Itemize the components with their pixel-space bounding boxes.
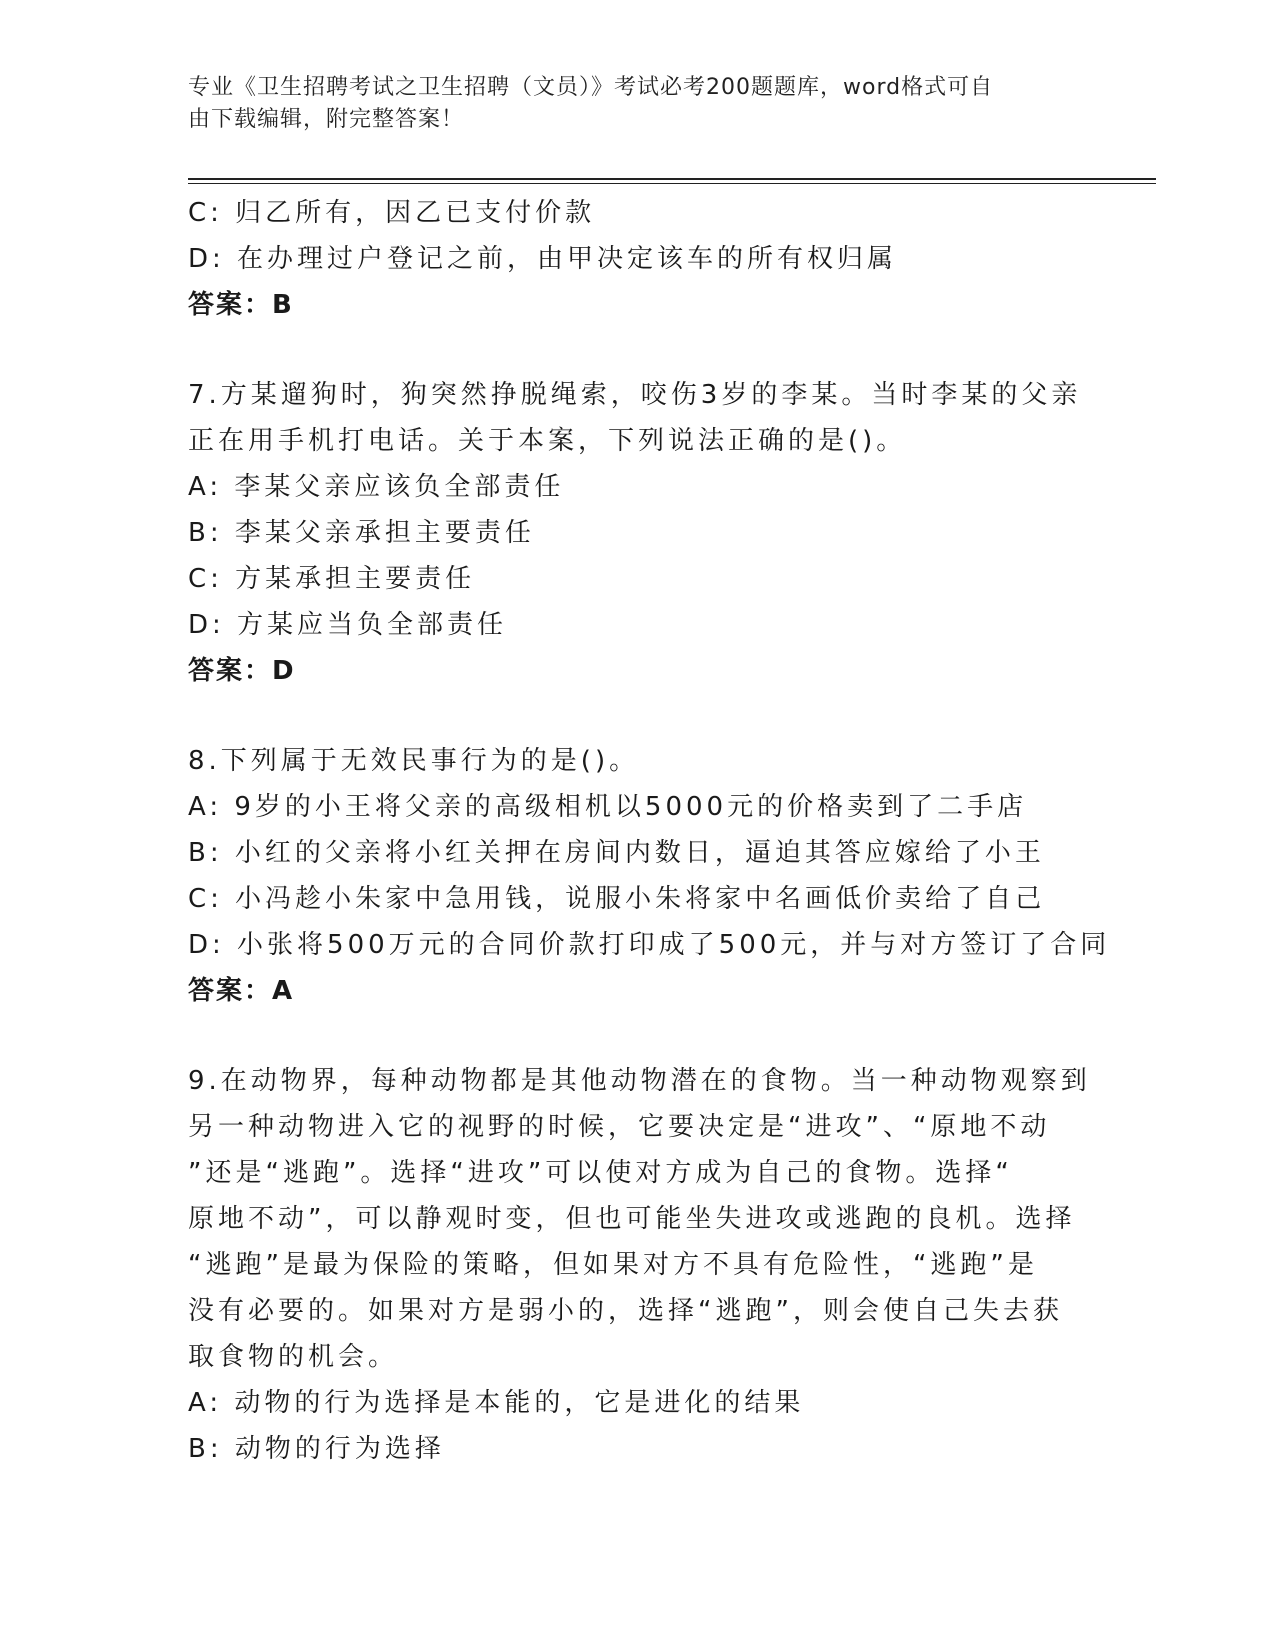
option-b: B: 李某父亲承担主要责任 <box>188 518 535 548</box>
spacer <box>188 1014 1088 1058</box>
option-a: A: 9岁的小王将父亲的高级相机以5000元的价格卖到了二手店 <box>188 792 1028 822</box>
question-stem-line: 7.方某遛狗时，狗突然挣脱绳索，咬伤3岁的李某。当时李某的父亲 <box>188 380 1082 410</box>
spacer <box>188 694 1088 738</box>
question-stem-line: 原地不动”，可以静观时变，但也可能坐失进攻或逃跑的良机。选择 <box>188 1204 1076 1234</box>
header-line-1: 专业《卫生招聘考试之卫生招聘（文员）》考试必考200题题库，word格式可自 <box>188 75 994 100</box>
question-stem-line: 没有必要的。如果对方是弱小的，选择“逃跑”，则会使自己失去获 <box>188 1296 1063 1326</box>
option-d: D: 在办理过户登记之前，由甲决定该车的所有权归属 <box>188 244 898 274</box>
header-divider-thick <box>188 178 1156 180</box>
option-b: B: 动物的行为选择 <box>188 1434 445 1464</box>
option-b: B: 小红的父亲将小红关押在房间内数日，逼迫其答应嫁给了小王 <box>188 838 1045 868</box>
option-a: A: 李某父亲应该负全部责任 <box>188 472 565 502</box>
answer-line: 答案：A <box>188 976 295 1006</box>
question-stem-line: 9.在动物界，每种动物都是其他动物潜在的食物。当一种动物观察到 <box>188 1066 1091 1096</box>
question-stem-line: 正在用手机打电话。关于本案，下列说法正确的是()。 <box>188 426 907 456</box>
question-stem-line: 取食物的机会。 <box>188 1342 399 1372</box>
answer-line: 答案：D <box>188 656 296 686</box>
answer-line: 答案：B <box>188 290 294 320</box>
option-c: C: 归乙所有，因乙已支付价款 <box>188 198 596 228</box>
document-content <box>188 190 1111 1472</box>
question-continued <box>188 190 1088 328</box>
option-c: C: 方某承担主要责任 <box>188 564 476 594</box>
option-a: A: 动物的行为选择是本能的，它是进化的结果 <box>188 1388 805 1418</box>
option-d: D: 小张将500万元的合同价款打印成了500元，并与对方签订了合同 <box>188 930 1111 960</box>
question-stem-line: 8.下列属于无效民事行为的是()。 <box>188 746 640 776</box>
header-line-2: 由下载编辑，附完整答案！ <box>188 107 465 132</box>
option-d: D: 方某应当负全部责任 <box>188 610 508 640</box>
spacer <box>188 328 1088 372</box>
question-8 <box>188 738 1111 1014</box>
header-divider-thin <box>188 183 1156 184</box>
question-stem-line: “逃跑”是最为保险的策略，但如果对方不具有危险性，“逃跑”是 <box>188 1250 1038 1280</box>
question-7 <box>188 372 1088 694</box>
document-header <box>188 72 1068 136</box>
question-stem-line: ”还是“逃跑”。选择“进攻”可以使对方成为自己的食物。选择“ <box>188 1158 1013 1188</box>
option-c: C: 小冯趁小朱家中急用钱，说服小朱将家中名画低价卖给了自己 <box>188 884 1046 914</box>
question-9 <box>188 1058 1091 1472</box>
question-stem-line: 另一种动物进入它的视野的时候，它要决定是“进攻”、“原地不动 <box>188 1112 1051 1142</box>
